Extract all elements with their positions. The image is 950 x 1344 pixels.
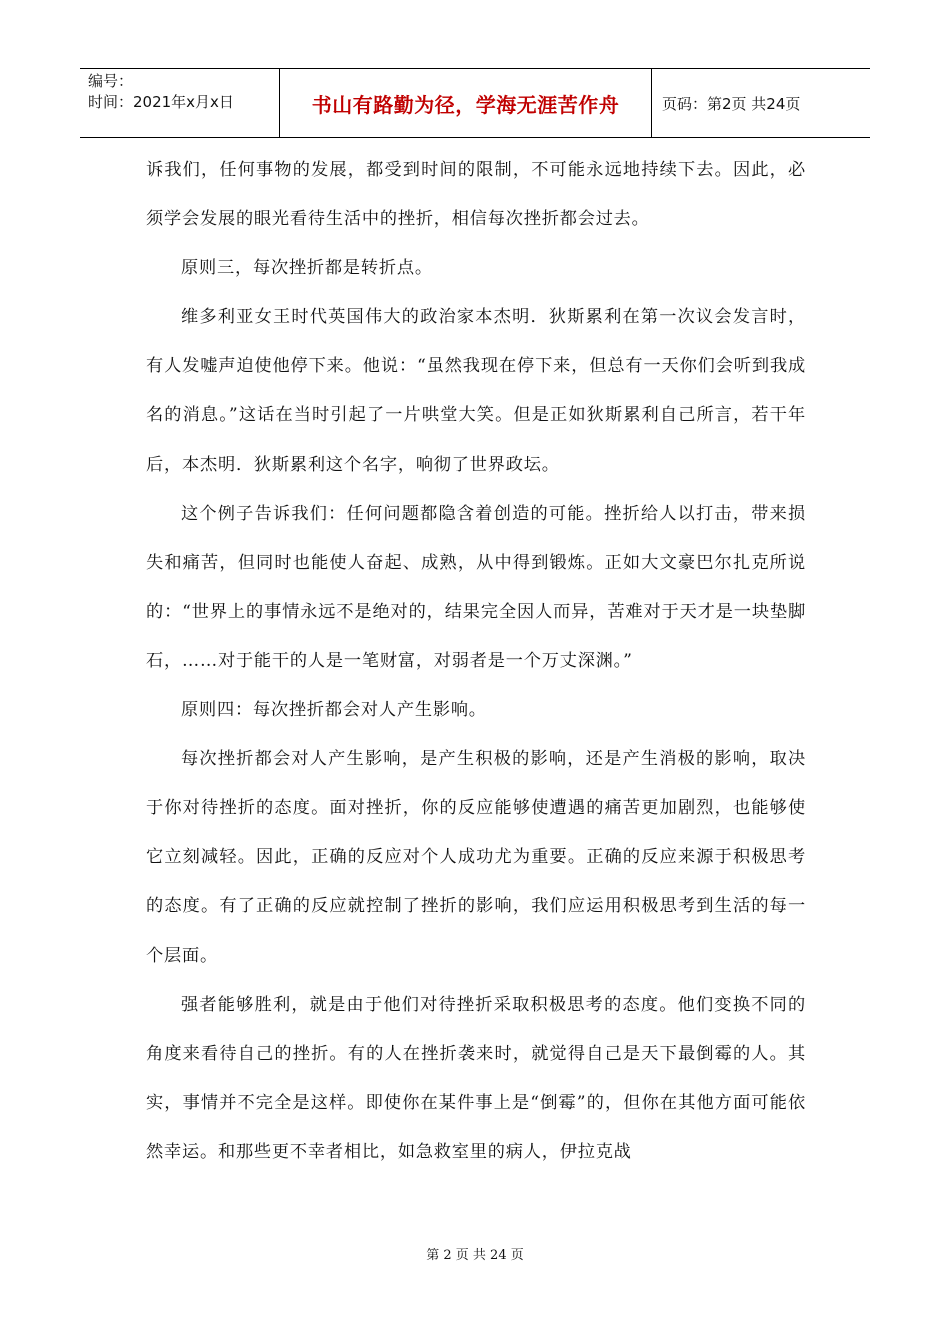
page-header <box>80 68 870 138</box>
document-date-label: 时间：2021年x月x日 <box>88 93 234 111</box>
paragraph: 这个例子告诉我们：任何问题都隐含着创造的可能。挫折给人以打击，带来损失和痛苦，但同时也能使人奋起、成熟，从中得到锻炼。正如大文豪巴尔扎克所说的：“世界上的事情永远不是绝对的，结果完全因人而异，苦难对于天才是一块垫脚石，……对于能干的人是一笔财富，对弱者是一个万丈深渊。” <box>146 503 806 671</box>
header-motto: 书山有路勤为径，学海无涯苦作舟 <box>280 69 652 137</box>
paragraph: 原则四：每次挫折都会对人产生影响。 <box>181 700 487 721</box>
header-page-info: 页码：第2页 共24页 <box>662 94 801 113</box>
document-body <box>146 146 806 1177</box>
page-footer: 第 2 页 共 24 页 <box>426 1248 524 1263</box>
paragraph: 原则三，每次挫折都是转折点。 <box>181 258 433 279</box>
paragraph: 维多利亚女王时代英国伟大的政治家本杰明．狄斯累利在第一次议会发言时，有人发嘘声迫使他停下来。他说：“虽然我现在停下来，但总有一天你们会听到我成名的消息。”这话在当时引起了一片哄堂大笑。但是正如狄斯累利自己所言，若干年后，本杰明．狄斯累利这个名字，响彻了世界政坛。 <box>146 307 806 475</box>
header-meta <box>80 69 280 137</box>
paragraph: 强者能够胜利，就是由于他们对待挫折采取积极思考的态度。他们变换不同的角度来看待自己的挫折。有的人在挫折袭来时，就觉得自己是天下最倒霉的人。其实，事情并不完全是这样。即使你在某件事上是“倒霉”的，但你在其他方面可能依然幸运。和那些更不幸者相比，如急救室里的病人，伊拉克战 <box>146 994 806 1162</box>
document-number-label: 编号： <box>88 72 134 90</box>
paragraph: 每次挫折都会对人产生影响，是产生积极的影响，还是产生消极的影响，取决于你对待挫折的态度。面对挫折，你的反应能够使遭遇的痛苦更加剧烈，也能够使它立刻减轻。因此，正确的反应对个人成功尤为重要。正确的反应来源于积极思考的态度。有了正确的反应就控制了挫折的影响，我们应运用积极思考到生活的每一个层面。 <box>146 749 806 966</box>
paragraph: 诉我们，任何事物的发展，都受到时间的限制，不可能永远地持续下去。因此，必须学会发展的眼光看待生活中的挫折，相信每次挫折都会过去。 <box>146 160 806 230</box>
